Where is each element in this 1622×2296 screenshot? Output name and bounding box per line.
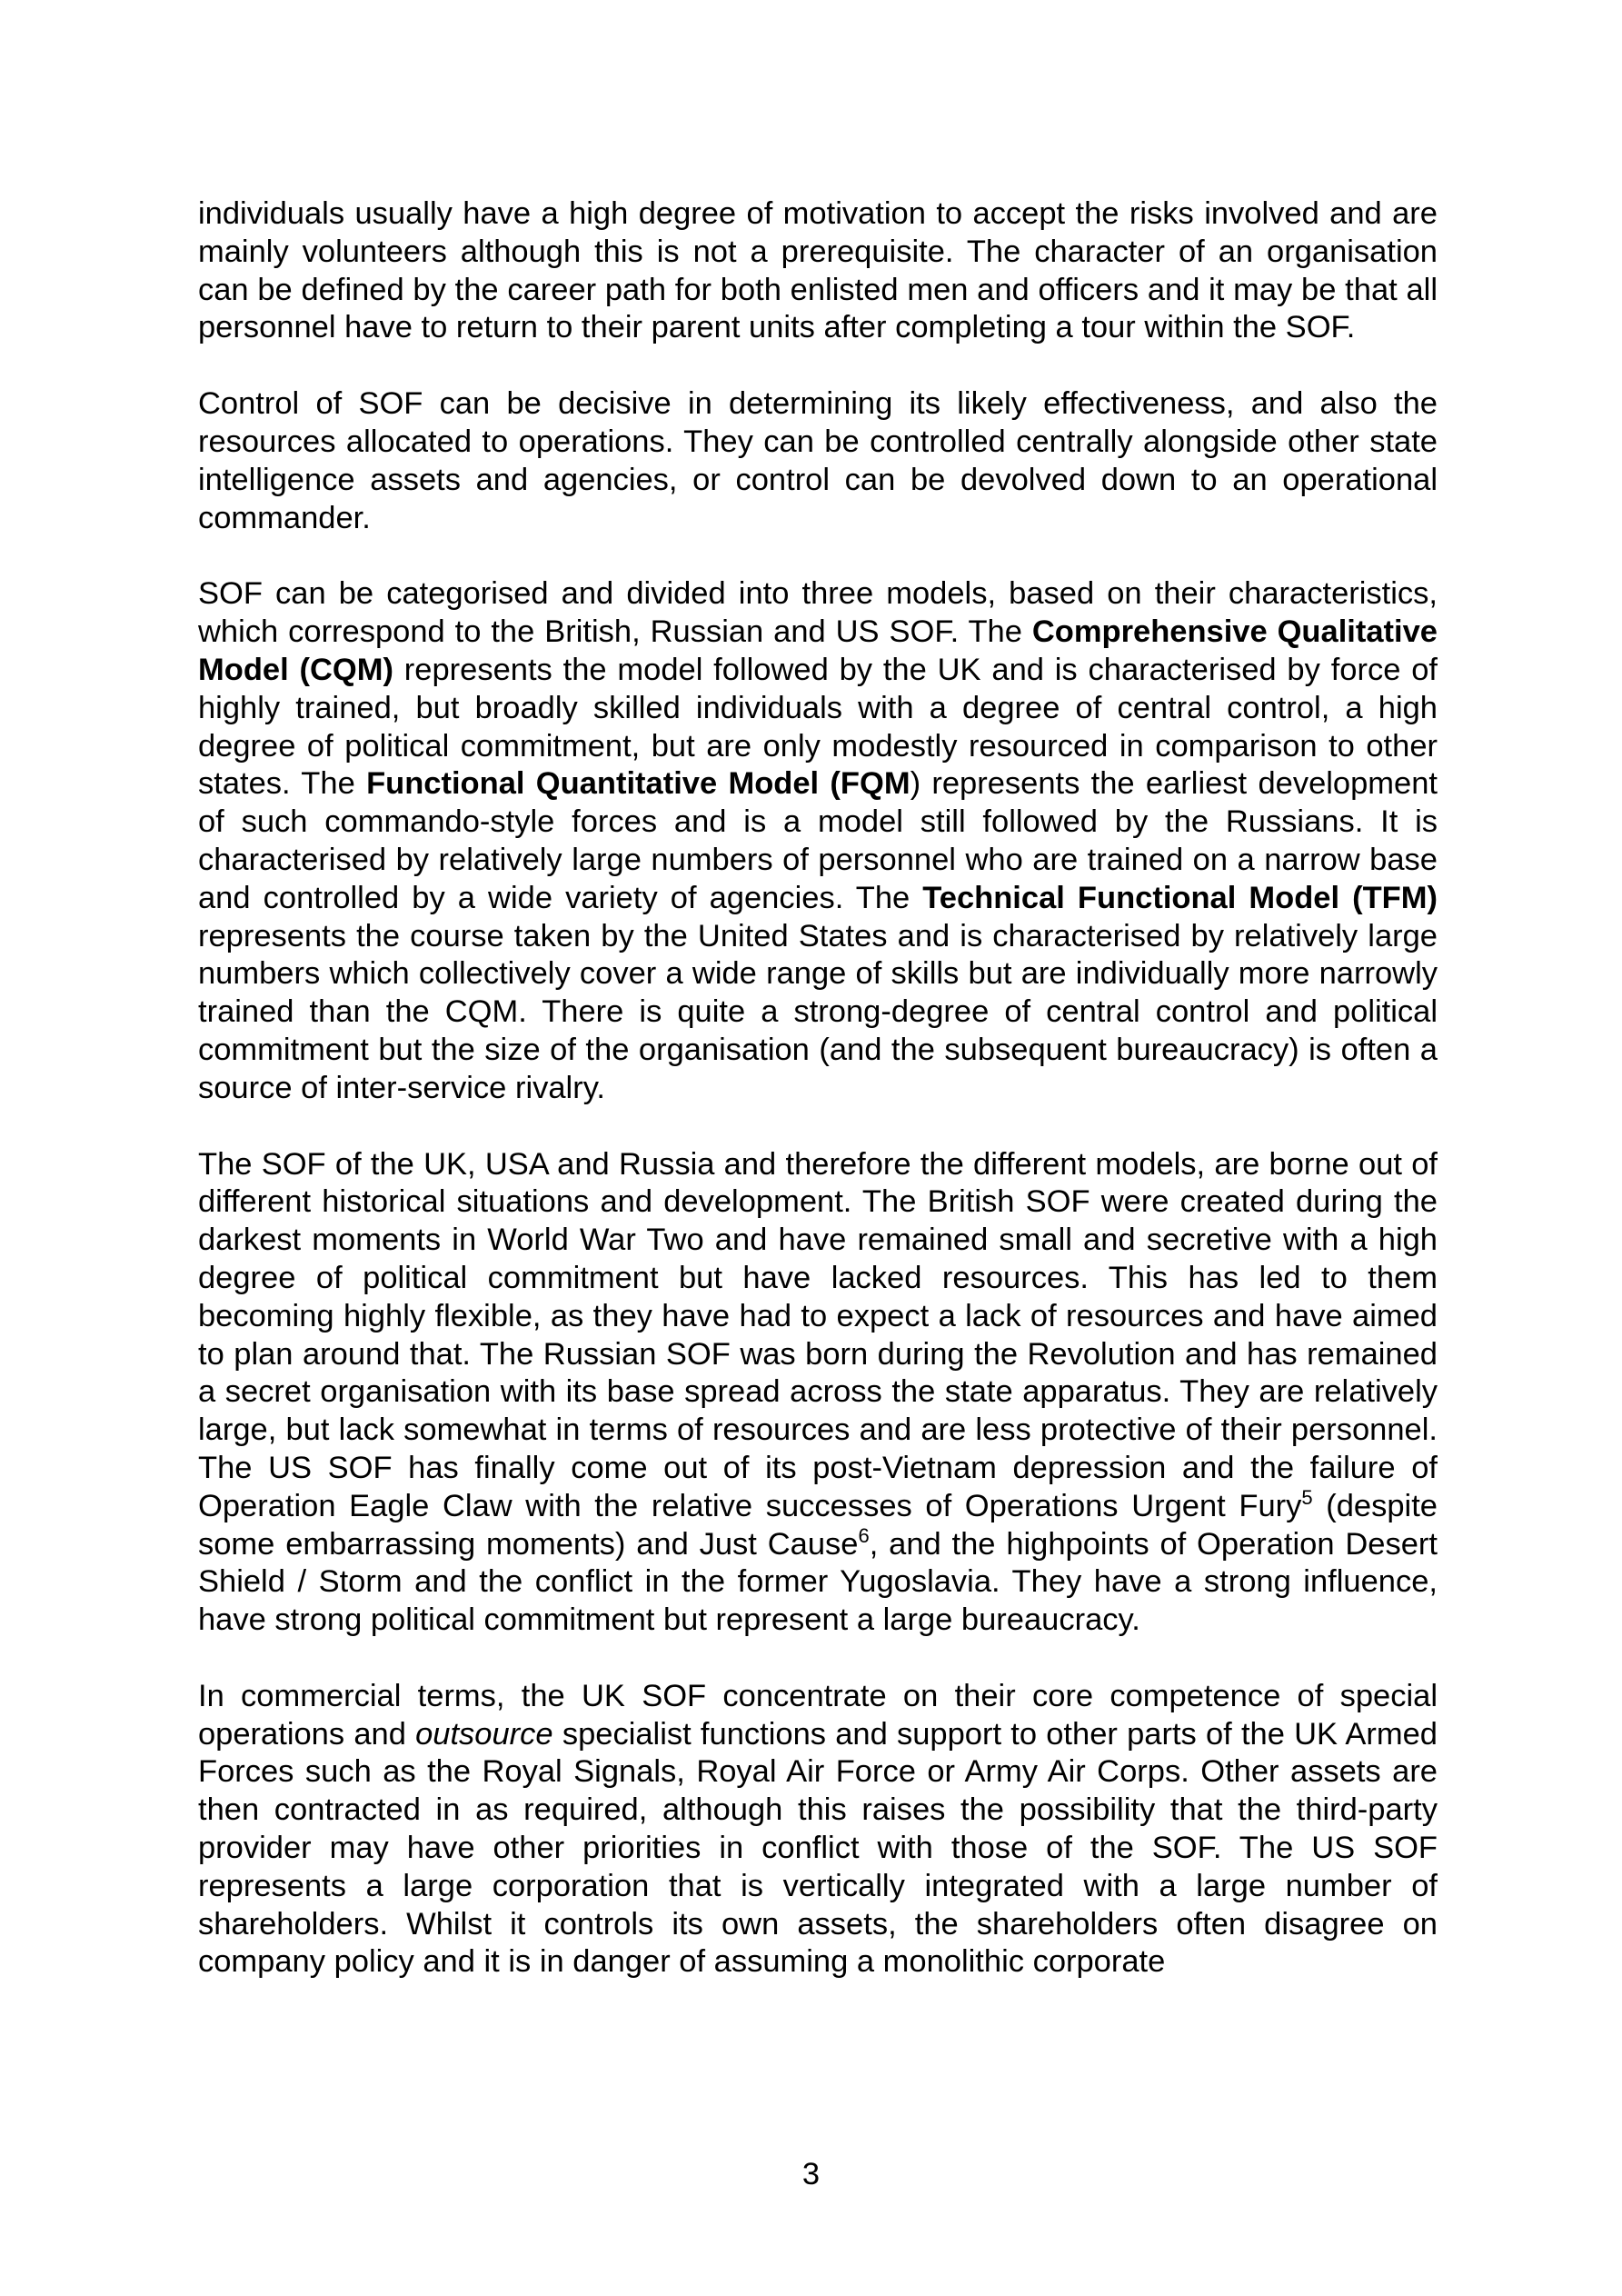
term-fqm: Functional Quantitative Model (FQM (366, 766, 911, 802)
paragraph-2 (198, 385, 1438, 537)
paragraph-3-text-3: ) represents the earliest development of such commando-style forces and is a model still followed by the Russians. It is characterised by relatively large numbers of personnel who are trained on a narrow base and controlled by a wide variety of agencies. The (198, 766, 1438, 915)
page-number: 3 (801, 2157, 821, 2191)
paragraph-3-text-1: SOF can be categorised and divided into three models, based on their characteristics, which correspond to the British, Russian and US SOF. The (198, 576, 1438, 650)
paragraph-3-text-2: represents the model followed by the UK and is characterised by force of highly trained, but broadly skilled individuals with a degree of central control, a high degree of political commitment, but are only modestly resourced in comparison to other states. The (198, 652, 1438, 802)
footnote-ref-6[interactable]: 6 (858, 1523, 870, 1547)
emphasis-outsource: outsource (415, 1716, 553, 1752)
paragraph-3 (198, 575, 1438, 1107)
paragraph-2-text: Control of SOF can be decisive in determining its likely effectiveness, and also the resources allocated to operations. They can be controlled centrally alongside other state intelligence assets and agencies, or control can be devolved down to an operational commander. (198, 386, 1438, 535)
paragraph-4 (198, 1146, 1438, 1640)
paragraph-5-text-2: specialist functions and support to other parts of the UK Armed Forces such as the Royal Signals, Royal Air Force or Army Air Corps. Other assets are then contracted in as required, although this raises the possibility that the third-party provider may have other priorities in conflict with those of the SOF. The US SOF represents a large corporation that is vertically integrated with a large number of shareholders. Whilst it controls its own assets, the shareholders often disagree on company policy and it is in danger of assuming a monolithic corporate (198, 1716, 1438, 1980)
term-tfm: Technical Functional Model (TFM) (922, 880, 1438, 915)
paragraph-1 (198, 195, 1438, 347)
paragraph-4-text-3: , and the highpoints of Operation Desert Shield / Storm and the conflict in the former Yugoslavia. They have a strong influence, have strong political commitment but represent a large bureaucracy. (198, 1526, 1438, 1638)
term-cqm: Comprehensive Qualitative Model (CQM) (198, 614, 1438, 687)
document-page (198, 195, 1438, 2020)
footnote-ref-5[interactable]: 5 (1301, 1485, 1313, 1509)
paragraph-1-text: individuals usually have a high degree of motivation to accept the risks involved and are mainly volunteers although this is not a prerequisite. The character of an organisation can be defined by the career path for both enlisted men and officers and it may be that all personnel have to return to their parent units after completing a tour within the SOF. (198, 196, 1438, 345)
paragraph-4-text-2: (despite some embarrassing moments) and Just Cause (198, 1488, 1438, 1562)
paragraph-5-text-1: In commercial terms, the UK SOF concentrate on their core competence of special operations and (198, 1678, 1438, 1752)
paragraph-3-text-4: represents the course taken by the United States and is characterised by relatively large numbers which collectively cover a wide range of skills but are individually more narrowly trained than the CQM. There is quite a strong-degree of central control and political commitment but the size of the organisation (and the subsequent bureaucracy) is often a source of inter-service rivalry. (198, 918, 1438, 1105)
paragraph-5 (198, 1678, 1438, 1982)
paragraph-4-text-1: The SOF of the UK, USA and Russia and therefore the different models, are borne out of different historical situations and development. The British SOF were created during the darkest moments in World War Two and have remained small and secretive with a high degree of political commitment but have lacked resources. This has led to them becoming highly flexible, as they have had to expect a lack of resources and have aimed to plan around that. The Russian SOF was born during the Revolution and has remained a secret organisation with its base spread across the state apparatus. They are relatively large, but lack somewhat in terms of resources and are less protective of their personnel. The US SOF has finally come out of its post-Vietnam depression and the failure of Operation Eagle Claw with the relative successes of Operations Urgent Fury (198, 1146, 1438, 1523)
